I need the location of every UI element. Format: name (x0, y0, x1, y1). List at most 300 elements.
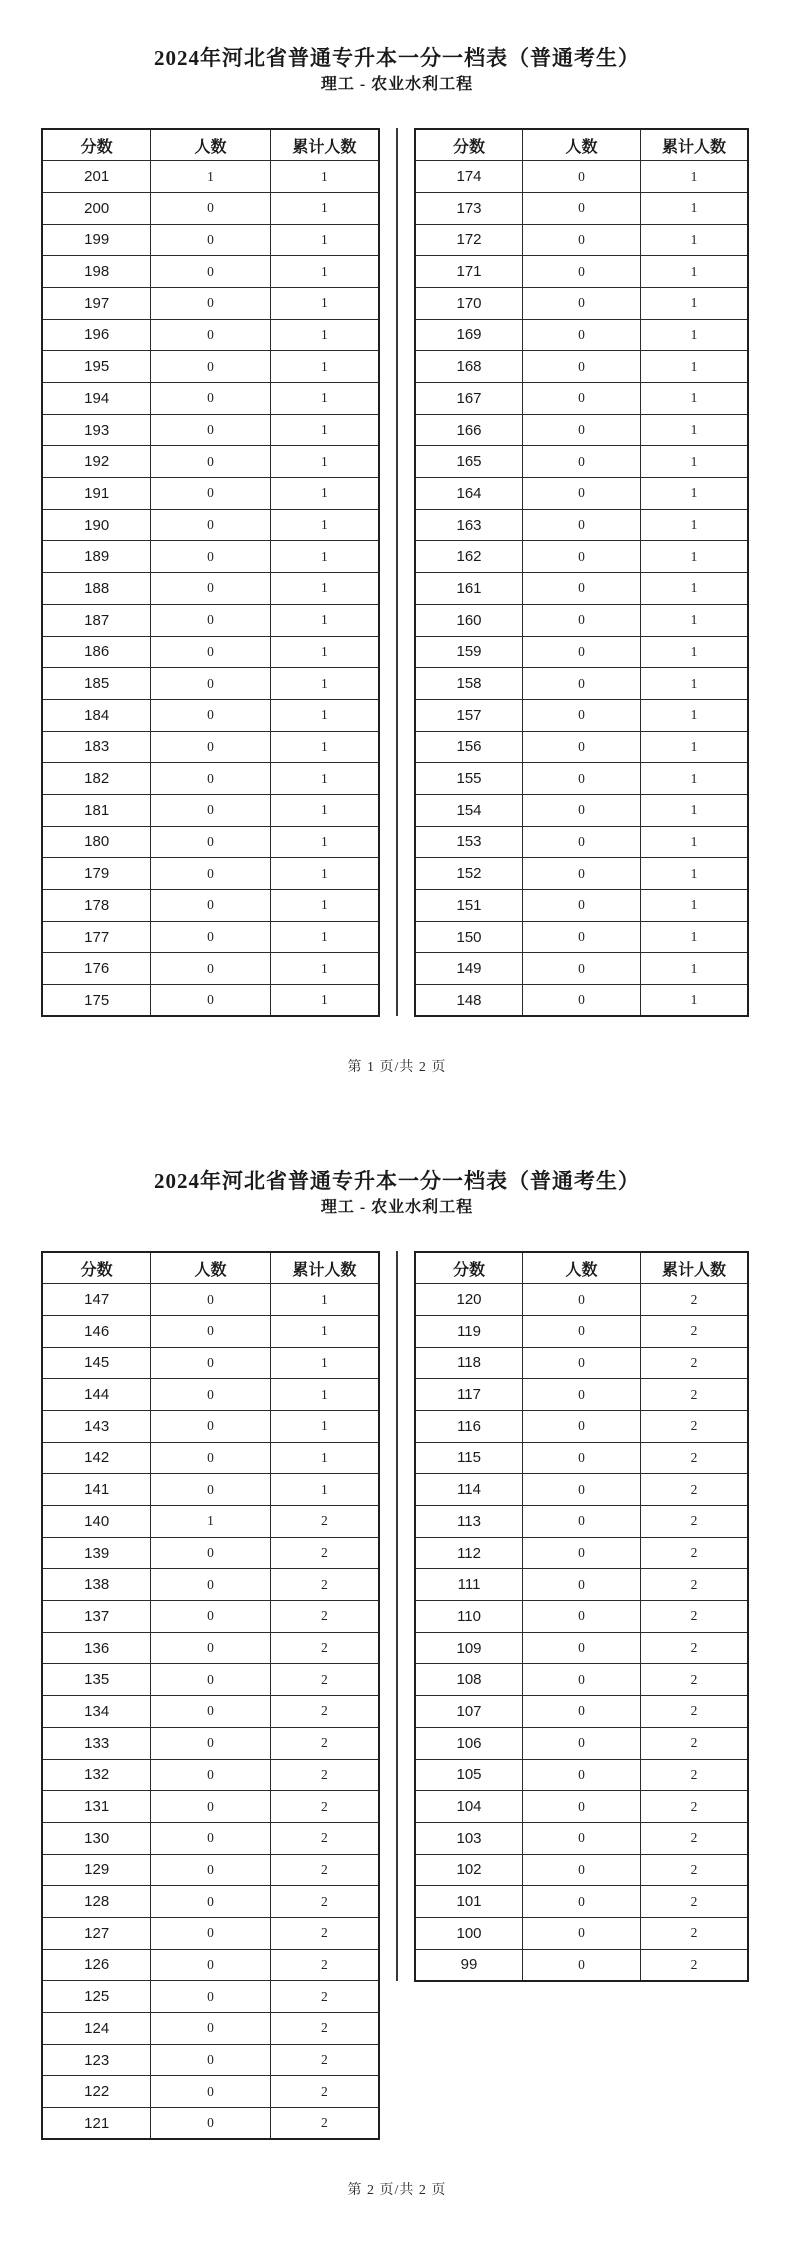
cumulative-count-cell: 1 (640, 794, 748, 826)
score-cell: 107 (415, 1696, 523, 1728)
count-cell: 0 (151, 763, 270, 795)
column-header: 人数 (151, 1252, 270, 1284)
count-cell: 0 (523, 636, 641, 668)
count-cell: 0 (523, 414, 641, 446)
count-cell: 0 (523, 224, 641, 256)
score-cell: 194 (42, 383, 151, 415)
count-cell: 0 (151, 1315, 270, 1347)
count-cell: 0 (523, 256, 641, 288)
score-cell: 146 (42, 1315, 151, 1347)
score-cell: 195 (42, 351, 151, 383)
score-cell: 190 (42, 509, 151, 541)
count-cell: 0 (523, 1632, 641, 1664)
table-row (42, 509, 379, 541)
table-row (415, 1442, 748, 1474)
count-cell: 0 (151, 1791, 270, 1823)
count-cell: 0 (151, 2076, 270, 2108)
score-cell: 160 (415, 604, 523, 636)
cumulative-count-cell: 2 (640, 1822, 748, 1854)
table-row (42, 1854, 379, 1886)
score-cell: 156 (415, 731, 523, 763)
cumulative-count-cell: 2 (640, 1727, 748, 1759)
table-row (42, 351, 379, 383)
count-cell: 0 (151, 287, 270, 319)
table-row (42, 953, 379, 985)
cumulative-count-cell: 1 (640, 224, 748, 256)
table-row (415, 319, 748, 351)
table-row (415, 668, 748, 700)
count-cell: 0 (523, 161, 641, 193)
count-cell: 0 (151, 699, 270, 731)
score-cell: 135 (42, 1664, 151, 1696)
count-cell: 0 (523, 699, 641, 731)
score-cell: 157 (415, 699, 523, 731)
cumulative-count-cell: 1 (270, 604, 379, 636)
page-title: 2024年河北省普通专升本一分一档表（普通考生） (154, 46, 640, 70)
cumulative-count-cell: 2 (270, 1632, 379, 1664)
table-row (42, 414, 379, 446)
cumulative-count-cell: 2 (640, 1410, 748, 1442)
table-row (415, 1537, 748, 1569)
cumulative-count-cell: 1 (640, 383, 748, 415)
count-cell: 0 (523, 1759, 641, 1791)
score-cell: 200 (42, 192, 151, 224)
count-cell: 0 (151, 1442, 270, 1474)
score-table-page2-right (414, 1251, 749, 1982)
cumulative-count-cell: 2 (640, 1664, 748, 1696)
count-cell: 0 (151, 1284, 270, 1316)
cumulative-count-cell: 1 (640, 826, 748, 858)
cumulative-count-cell: 1 (270, 1379, 379, 1411)
cumulative-count-cell: 1 (270, 161, 379, 193)
score-cell: 158 (415, 668, 523, 700)
score-cell: 161 (415, 573, 523, 605)
cumulative-count-cell: 1 (640, 699, 748, 731)
score-cell: 140 (42, 1506, 151, 1538)
count-cell: 0 (523, 1917, 641, 1949)
count-cell: 0 (151, 1632, 270, 1664)
score-cell: 184 (42, 699, 151, 731)
score-cell: 100 (415, 1917, 523, 1949)
table-row (42, 1791, 379, 1823)
page-number-footer: 第 1 页/共 2 页 (347, 1060, 447, 1075)
count-cell: 0 (151, 985, 270, 1017)
table-row (42, 2076, 379, 2108)
count-cell: 0 (151, 192, 270, 224)
table-row (415, 794, 748, 826)
table-row (415, 1727, 748, 1759)
cumulative-count-cell: 1 (640, 192, 748, 224)
count-cell: 0 (151, 1949, 270, 1981)
count-cell: 0 (523, 287, 641, 319)
cumulative-count-cell: 1 (640, 985, 748, 1017)
cumulative-count-cell: 2 (270, 1791, 379, 1823)
cumulative-count-cell: 1 (270, 858, 379, 890)
cumulative-count-cell: 2 (640, 1347, 748, 1379)
score-cell: 182 (42, 763, 151, 795)
score-cell: 152 (415, 858, 523, 890)
cumulative-count-cell: 1 (270, 794, 379, 826)
table-row (42, 1537, 379, 1569)
score-cell: 137 (42, 1601, 151, 1633)
cumulative-count-cell: 1 (270, 890, 379, 922)
score-table-page1-right (414, 128, 749, 1017)
table-row (42, 1632, 379, 1664)
count-cell: 0 (151, 414, 270, 446)
table-row (42, 478, 379, 510)
cumulative-count-cell: 1 (640, 319, 748, 351)
cumulative-count-cell: 1 (270, 1347, 379, 1379)
score-cell: 99 (415, 1949, 523, 1981)
score-cell: 192 (42, 446, 151, 478)
count-cell: 0 (523, 1822, 641, 1854)
cumulative-count-cell: 1 (640, 763, 748, 795)
cumulative-count-cell: 1 (270, 921, 379, 953)
cumulative-count-cell: 1 (270, 509, 379, 541)
table-row (42, 383, 379, 415)
count-cell: 0 (151, 1664, 270, 1696)
table-row (42, 1474, 379, 1506)
score-cell: 118 (415, 1347, 523, 1379)
score-cell: 179 (42, 858, 151, 890)
score-cell: 163 (415, 509, 523, 541)
score-cell: 120 (415, 1284, 523, 1316)
page-2 (0, 1123, 794, 2246)
count-cell: 0 (151, 2013, 270, 2045)
table-row (42, 1569, 379, 1601)
cumulative-count-cell: 2 (270, 2044, 379, 2076)
score-cell: 150 (415, 921, 523, 953)
cumulative-count-cell: 2 (270, 1537, 379, 1569)
table-row (415, 1759, 748, 1791)
count-cell: 0 (151, 1410, 270, 1442)
count-cell: 0 (151, 1854, 270, 1886)
count-cell: 0 (523, 1949, 641, 1981)
score-cell: 138 (42, 1569, 151, 1601)
count-cell: 0 (523, 1886, 641, 1918)
count-cell: 0 (523, 763, 641, 795)
table-row (42, 1347, 379, 1379)
cumulative-count-cell: 2 (270, 1506, 379, 1538)
score-cell: 201 (42, 161, 151, 193)
score-cell: 105 (415, 1759, 523, 1791)
score-cell: 162 (415, 541, 523, 573)
count-cell: 0 (151, 2108, 270, 2140)
cumulative-count-cell: 1 (270, 1315, 379, 1347)
column-header: 累计人数 (640, 129, 748, 161)
table-row (415, 985, 748, 1017)
table-row (42, 636, 379, 668)
score-cell: 136 (42, 1632, 151, 1664)
score-cell: 148 (415, 985, 523, 1017)
cumulative-count-cell: 1 (270, 541, 379, 573)
table-row (415, 1822, 748, 1854)
score-cell: 165 (415, 446, 523, 478)
cumulative-count-cell: 1 (270, 256, 379, 288)
count-cell: 0 (523, 192, 641, 224)
count-cell: 0 (151, 668, 270, 700)
tables-area (41, 1251, 749, 2141)
count-cell: 0 (151, 1759, 270, 1791)
table-row (415, 287, 748, 319)
cumulative-count-cell: 1 (270, 699, 379, 731)
table-row (42, 1727, 379, 1759)
cumulative-count-cell: 2 (640, 1284, 748, 1316)
score-cell: 103 (415, 1822, 523, 1854)
score-cell: 125 (42, 1981, 151, 2013)
table-row (415, 1506, 748, 1538)
table-row (415, 509, 748, 541)
column-header: 累计人数 (270, 129, 379, 161)
score-cell: 139 (42, 1537, 151, 1569)
cumulative-count-cell: 2 (640, 1537, 748, 1569)
cumulative-count-cell: 1 (640, 446, 748, 478)
count-cell: 0 (151, 573, 270, 605)
cumulative-count-cell: 1 (270, 414, 379, 446)
score-cell: 167 (415, 383, 523, 415)
count-cell: 0 (523, 478, 641, 510)
cumulative-count-cell: 2 (270, 1569, 379, 1601)
table-row (415, 1601, 748, 1633)
cumulative-count-cell: 2 (640, 1949, 748, 1981)
table-row (415, 826, 748, 858)
cumulative-count-cell: 1 (640, 858, 748, 890)
table-row (415, 1917, 748, 1949)
cumulative-count-cell: 2 (640, 1791, 748, 1823)
score-cell: 197 (42, 287, 151, 319)
cumulative-count-cell: 2 (640, 1886, 748, 1918)
column-header: 累计人数 (270, 1252, 379, 1284)
score-cell: 180 (42, 826, 151, 858)
table-row (415, 1379, 748, 1411)
count-cell: 0 (151, 1474, 270, 1506)
cumulative-count-cell: 1 (640, 256, 748, 288)
count-cell: 0 (523, 794, 641, 826)
table-row (415, 699, 748, 731)
cumulative-count-cell: 1 (270, 953, 379, 985)
table-row (415, 731, 748, 763)
count-cell: 1 (151, 161, 270, 193)
score-cell: 173 (415, 192, 523, 224)
cumulative-count-cell: 2 (640, 1854, 748, 1886)
count-cell: 0 (523, 1601, 641, 1633)
count-cell: 0 (523, 1315, 641, 1347)
score-cell: 176 (42, 953, 151, 985)
table-row (42, 287, 379, 319)
cumulative-count-cell: 1 (640, 541, 748, 573)
score-cell: 106 (415, 1727, 523, 1759)
count-cell: 0 (151, 478, 270, 510)
count-cell: 0 (151, 953, 270, 985)
score-cell: 127 (42, 1917, 151, 1949)
count-cell: 0 (151, 1696, 270, 1728)
score-cell: 129 (42, 1854, 151, 1886)
count-cell: 0 (523, 446, 641, 478)
table-row (42, 1981, 379, 2013)
cumulative-count-cell: 1 (270, 668, 379, 700)
cumulative-count-cell: 1 (640, 414, 748, 446)
count-cell: 0 (151, 1822, 270, 1854)
table-row (415, 1854, 748, 1886)
cumulative-count-cell: 1 (270, 1284, 379, 1316)
score-cell: 185 (42, 668, 151, 700)
cumulative-count-cell: 1 (270, 192, 379, 224)
cumulative-count-cell: 2 (270, 1727, 379, 1759)
score-cell: 124 (42, 2013, 151, 2045)
count-cell: 0 (523, 383, 641, 415)
cumulative-count-cell: 2 (640, 1379, 748, 1411)
count-cell: 0 (523, 1791, 641, 1823)
page-subtitle: 理工 - 农业水利工程 (320, 1199, 474, 1216)
count-cell: 0 (151, 1601, 270, 1633)
table-row (42, 1759, 379, 1791)
score-cell: 172 (415, 224, 523, 256)
count-cell: 0 (523, 319, 641, 351)
score-cell: 168 (415, 351, 523, 383)
table-row (415, 1632, 748, 1664)
table-row (415, 351, 748, 383)
column-header: 分数 (42, 129, 151, 161)
table-row (42, 1917, 379, 1949)
table-row (42, 573, 379, 605)
score-cell: 145 (42, 1347, 151, 1379)
cumulative-count-cell: 1 (640, 668, 748, 700)
cumulative-count-cell: 1 (270, 763, 379, 795)
cumulative-count-cell: 1 (640, 953, 748, 985)
table-row (42, 1315, 379, 1347)
table-row (42, 890, 379, 922)
score-cell: 134 (42, 1696, 151, 1728)
score-cell: 141 (42, 1474, 151, 1506)
count-cell: 0 (523, 890, 641, 922)
count-cell: 0 (151, 604, 270, 636)
header-row (42, 129, 379, 161)
count-cell: 0 (151, 319, 270, 351)
score-cell: 183 (42, 731, 151, 763)
cumulative-count-cell: 2 (270, 2013, 379, 2045)
table-row (42, 1410, 379, 1442)
score-cell: 109 (415, 1632, 523, 1664)
count-cell: 0 (151, 794, 270, 826)
count-cell: 0 (151, 731, 270, 763)
column-header: 人数 (523, 129, 641, 161)
table-row (42, 446, 379, 478)
score-cell: 132 (42, 1759, 151, 1791)
score-cell: 114 (415, 1474, 523, 1506)
score-cell: 188 (42, 573, 151, 605)
count-cell: 0 (523, 1284, 641, 1316)
count-cell: 0 (523, 921, 641, 953)
score-cell: 117 (415, 1379, 523, 1411)
count-cell: 0 (523, 1379, 641, 1411)
column-header: 分数 (415, 129, 523, 161)
count-cell: 0 (523, 1442, 641, 1474)
column-header: 分数 (415, 1252, 523, 1284)
count-cell: 0 (151, 256, 270, 288)
table-row (415, 161, 748, 193)
cumulative-count-cell: 1 (640, 604, 748, 636)
table-row (415, 1569, 748, 1601)
cumulative-count-cell: 1 (640, 921, 748, 953)
table-row (42, 2044, 379, 2076)
count-cell: 0 (523, 953, 641, 985)
count-cell: 0 (523, 1506, 641, 1538)
table-row (42, 921, 379, 953)
table-row (42, 161, 379, 193)
table-row (415, 1474, 748, 1506)
score-cell: 198 (42, 256, 151, 288)
cumulative-count-cell: 2 (640, 1917, 748, 1949)
table-row (42, 858, 379, 890)
cumulative-count-cell: 1 (640, 478, 748, 510)
page-title: 2024年河北省普通专升本一分一档表（普通考生） (154, 1169, 640, 1193)
table-row (42, 699, 379, 731)
score-cell: 164 (415, 478, 523, 510)
page-number-footer: 第 2 页/共 2 页 (347, 2183, 447, 2198)
header-row (415, 1252, 748, 1284)
table-row (42, 826, 379, 858)
score-cell: 116 (415, 1410, 523, 1442)
score-cell: 174 (415, 161, 523, 193)
cumulative-count-cell: 2 (270, 1822, 379, 1854)
cumulative-count-cell: 1 (270, 1410, 379, 1442)
count-cell: 0 (523, 858, 641, 890)
score-cell: 111 (415, 1569, 523, 1601)
cumulative-count-cell: 2 (270, 1981, 379, 2013)
score-cell: 131 (42, 1791, 151, 1823)
cumulative-count-cell: 1 (270, 478, 379, 510)
score-cell: 177 (42, 921, 151, 953)
table-row (415, 604, 748, 636)
count-cell: 0 (523, 1569, 641, 1601)
table-row (42, 1696, 379, 1728)
cumulative-count-cell: 2 (270, 1886, 379, 1918)
header-row (42, 1252, 379, 1284)
score-table-page2-left (41, 1251, 380, 2140)
table-row (415, 1886, 748, 1918)
table-row (42, 1506, 379, 1538)
table-row (42, 2108, 379, 2140)
column-header: 累计人数 (640, 1252, 748, 1284)
count-cell: 0 (151, 921, 270, 953)
table-row (42, 1442, 379, 1474)
count-cell: 1 (151, 1506, 270, 1538)
score-cell: 142 (42, 1442, 151, 1474)
score-cell: 123 (42, 2044, 151, 2076)
table-row (42, 1822, 379, 1854)
count-cell: 0 (523, 541, 641, 573)
score-cell: 153 (415, 826, 523, 858)
count-cell: 0 (523, 1696, 641, 1728)
table-row (42, 985, 379, 1017)
count-cell: 0 (151, 509, 270, 541)
count-cell: 0 (151, 1917, 270, 1949)
table-row (415, 1315, 748, 1347)
cumulative-count-cell: 1 (270, 731, 379, 763)
cumulative-count-cell: 2 (270, 1759, 379, 1791)
cumulative-count-cell: 1 (270, 573, 379, 605)
score-cell: 102 (415, 1854, 523, 1886)
count-cell: 0 (151, 2044, 270, 2076)
tables-area (41, 128, 749, 1018)
score-cell: 187 (42, 604, 151, 636)
score-cell: 155 (415, 763, 523, 795)
table-row (415, 383, 748, 415)
count-cell: 0 (151, 890, 270, 922)
table-row (415, 256, 748, 288)
cumulative-count-cell: 2 (270, 1917, 379, 1949)
cumulative-count-cell: 2 (270, 1854, 379, 1886)
